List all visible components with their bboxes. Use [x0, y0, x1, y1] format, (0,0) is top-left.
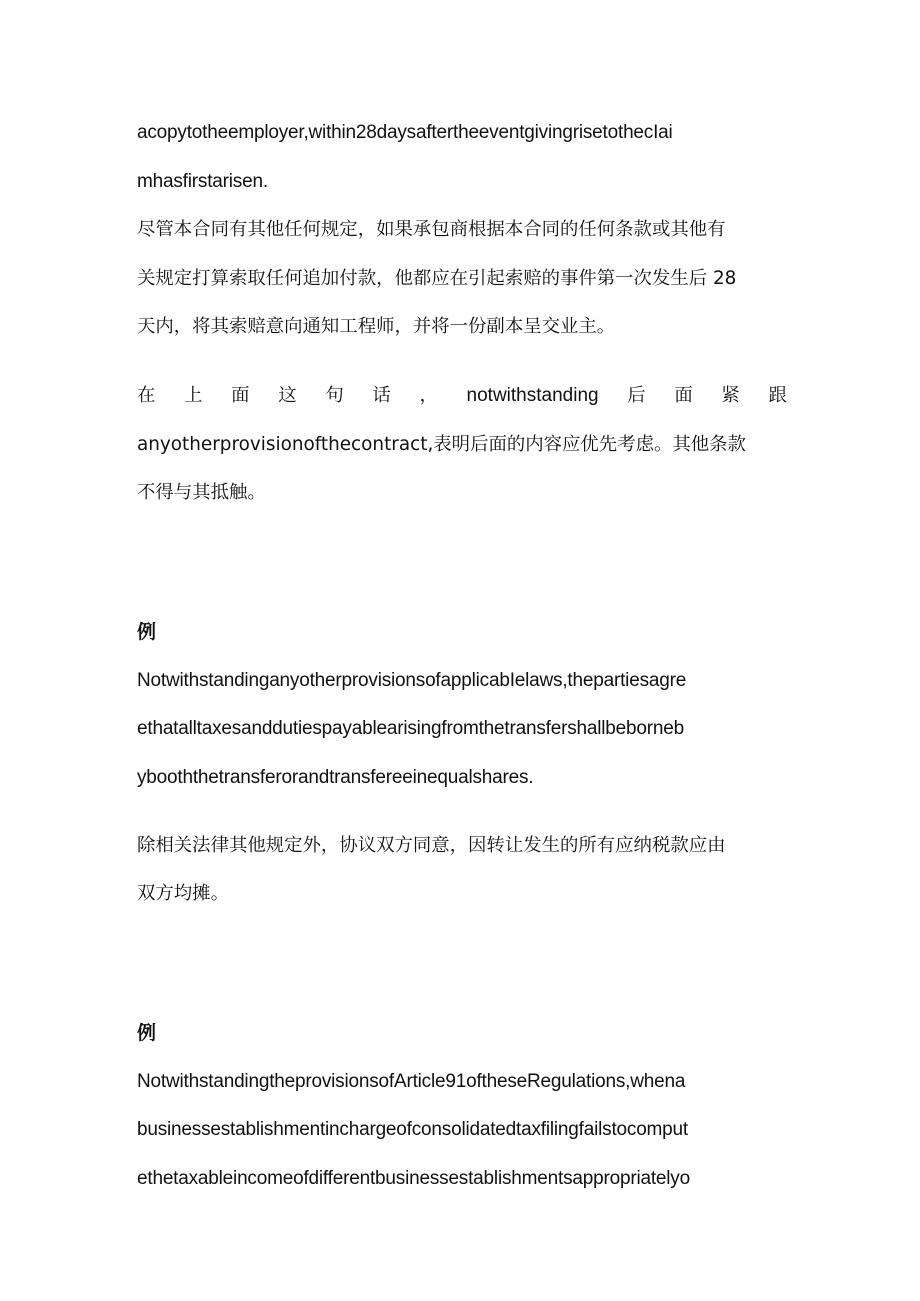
note-line1-segment: 跟: [768, 385, 787, 406]
note-line1: [137, 384, 787, 408]
example2-en-line1: NotwithstandingtheprovisionsofArticle91oftheseRegulations,whena: [137, 1071, 686, 1092]
note-line1-segment: ，: [419, 385, 438, 406]
example2-en-line2: businessestablishmentinchargeofconsolidatedtaxfilingfailstocomput: [137, 1119, 688, 1140]
note-line1-segment: 紧: [721, 385, 740, 406]
example1-en-line1: NotwithstandinganyotherprovisionsofapplicabIelaws,thepartiesagre: [137, 670, 687, 691]
example2-en-line3: ethetaxableincomeofdifferentbusinessestablishmentsappropriatelyo: [137, 1168, 690, 1189]
example1-zh-line1: 除相关法律其他规定外，协议双方同意，因转让发生的所有应纳税款应由: [137, 835, 726, 856]
note-line2: anyotherprovisionofthecontract,表明后面的内容应优先考虑。其他条款: [137, 434, 746, 455]
paragraph1-en-line1: acopytotheemployer,within28daysaftertheeventgivingrisetothecIai: [137, 122, 673, 143]
note-line1-segment: 在: [137, 385, 156, 406]
paragraph1-zh-line1: 尽管本合同有其他任何规定，如果承包商根据本合同的任何条款或其他有: [137, 219, 726, 240]
note-line1-segment: 面: [674, 385, 693, 406]
note-line1-segment: 面: [231, 385, 250, 406]
example1-heading: 例: [137, 621, 157, 643]
note-line1-segment: 后: [627, 385, 646, 406]
note-line1-segment: 上: [184, 385, 203, 406]
note-line3: 不得与其抵触。: [137, 482, 266, 503]
note-line1-segment: notwithstanding: [466, 385, 599, 406]
note-line1-render: [137, 384, 787, 408]
example1-en-line2: ethatalltaxesanddutiespayablearisingfromthetransfershallbeborneb: [137, 718, 685, 739]
paragraph1-zh-line2: 关规定打算索取任何追加付款，他都应在引起索赔的事件第一次发生后 28: [137, 268, 737, 289]
example1-zh-line2: 双方均摊。: [137, 883, 229, 904]
paragraph1-en-line2: mhasfirstarisen.: [137, 171, 268, 192]
example2-heading: 例: [137, 1022, 157, 1044]
note-line1-segment: 句: [325, 385, 344, 406]
note-line1-segment: 这: [278, 385, 297, 406]
example1-en-line3: ybooththetransferorandtransfereeinequalshares.: [137, 767, 534, 788]
note-line1-segment: 话: [372, 385, 391, 406]
paragraph1-zh-line3: 天内，将其索赔意向通知工程师，并将一份副本呈交业主。: [137, 316, 616, 337]
